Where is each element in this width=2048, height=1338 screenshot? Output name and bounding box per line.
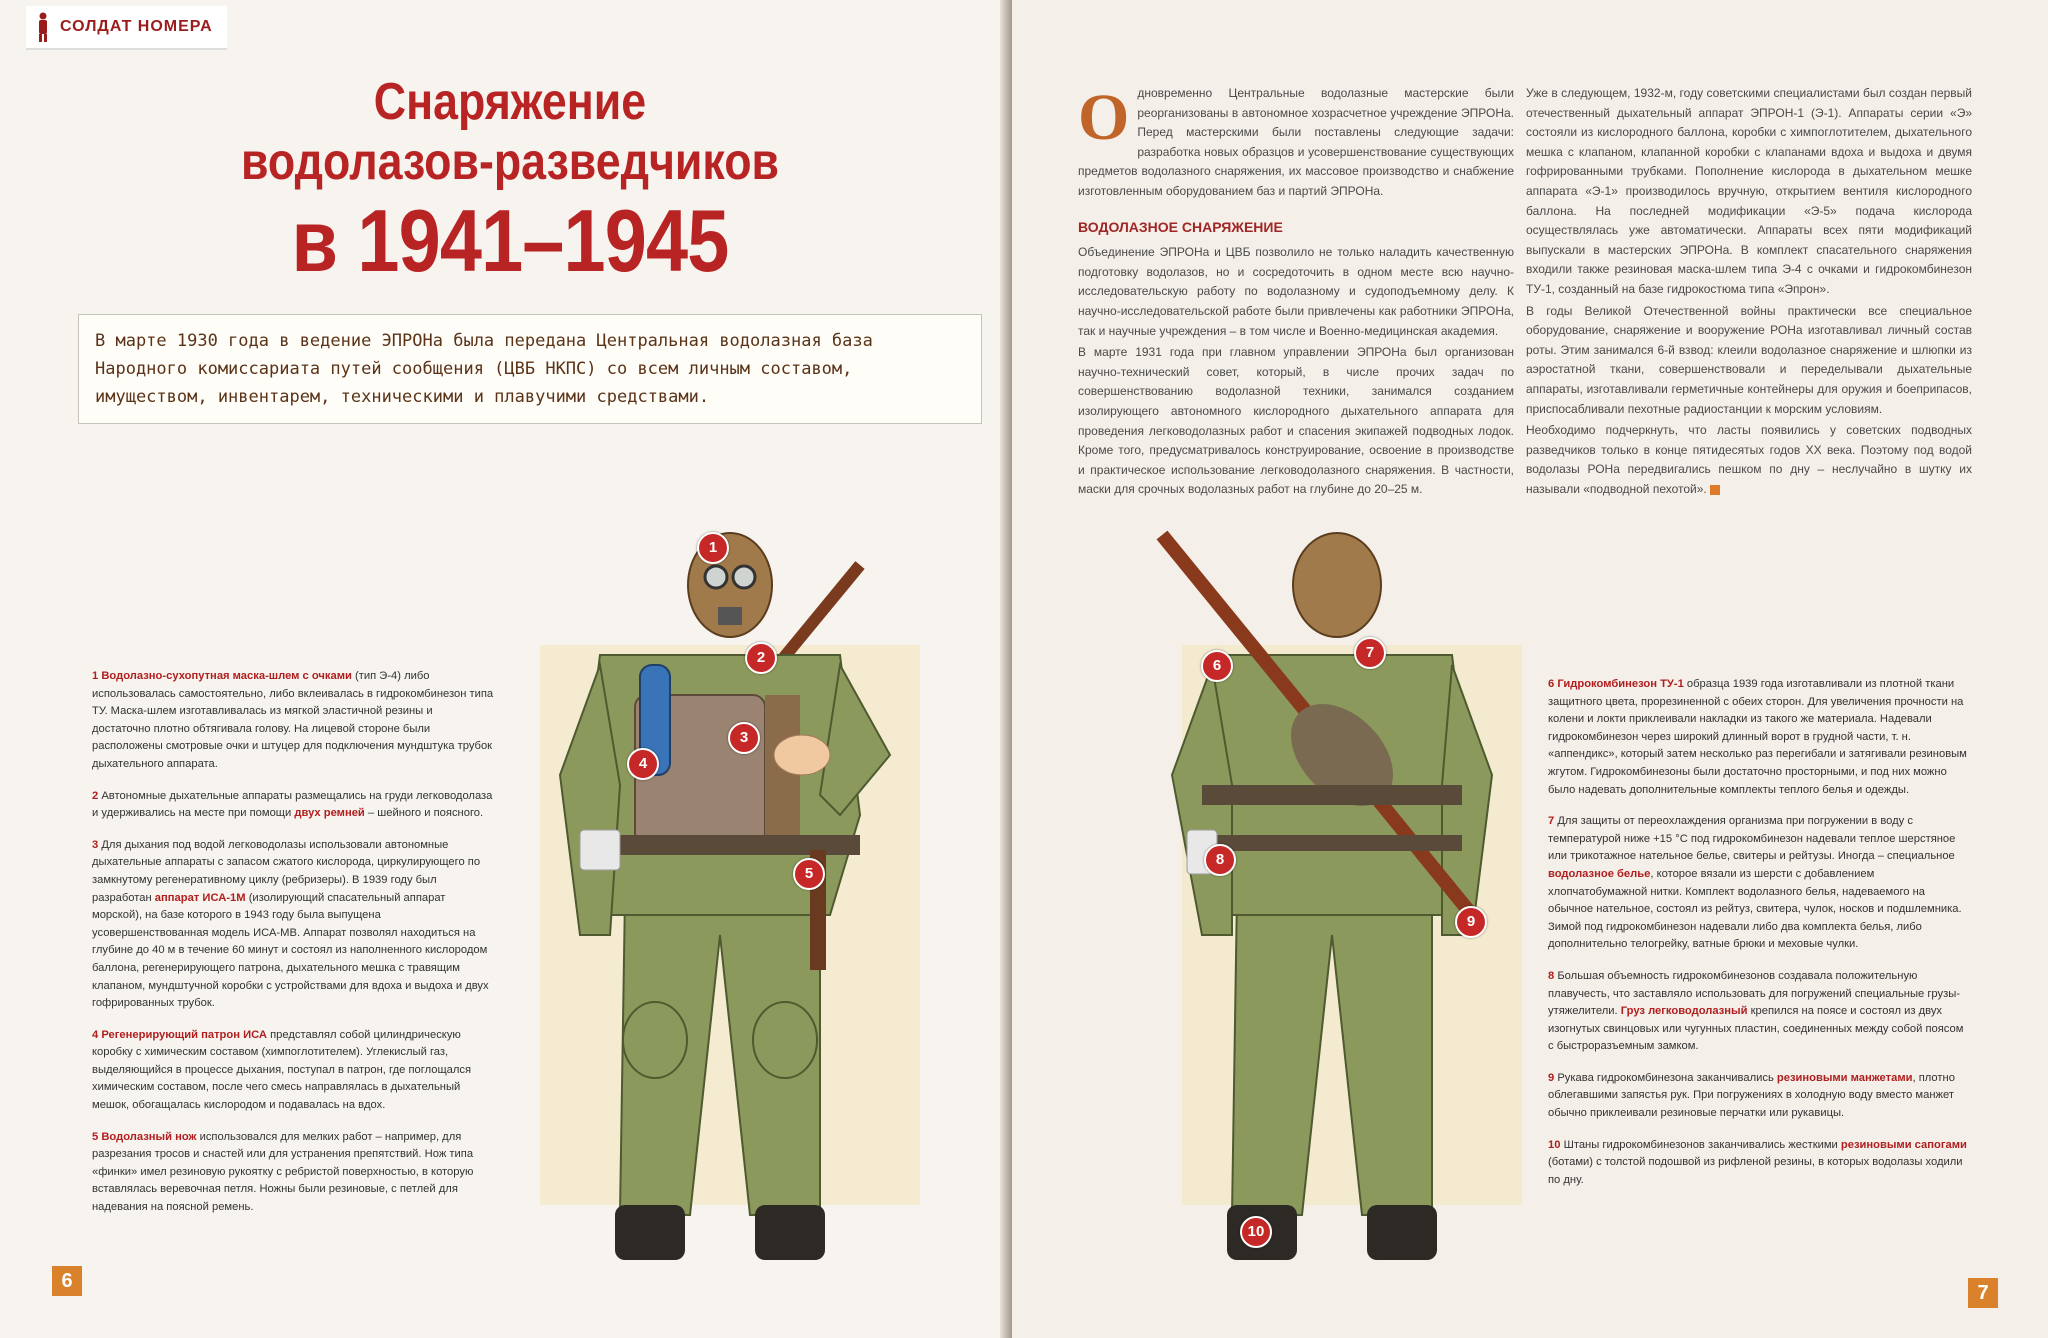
article-title-line-1: Снаряжение [373,73,647,131]
caption-6: 6 Гидрокомбинезон ТУ-1 образца 1939 года изготавливали из плотной ткани защитного цвета, прорезиненной с обеих сторон. Для увеличения прочности на колени и локти приклеивали накладки из такого же материала. Надевали гидрокомбинезон через широкий длинный ворот в грудной части, т. н. «аппендикс», который затем несколько раз перегибали и затягивали резиновым жгутом. Гидрокомбинезоны были достаточно просторными, и под них можно было надевать дополнительные комплекты теплого белья и одежды. [1548,678,1967,796]
caption-8: 8 Большая объемность гидрокомбинезонов создавала положительную плавучесть, что заставляло использовать для погружений специальные грузы-утяжелители. Груз легководолазный крепился на поясе и состоял из двух изогнутых свинцовых или чугунных пластин, соединенных между собой поясом с быстроразъемным замком. [1548,969,1964,1053]
marker-5: 5 [793,858,825,890]
article-paragraph-5: В годы Великой Отечественной войны практически все специальное оборудование, снаряжение и вооружение РОНа изготавливал личный состав роты. Этим занимался 6-й взвод: клеили водолазное снаряжение и шлюпки из аэростатной ткани, совершенствовали и переделывали дыхательные аппараты, изготавливали герметичные контейнеры для оружия и боеприпасов, приспосабливали пехотные радиостанции к морским условиям. [1526,303,1972,416]
caption-5: 5 Водолазный нож использовался для мелких работ – например, для разрезания тросов и снастей или для устранения препятствий. Нож типа «финки» имел резиновую рукоятку с ребристой поверхностью, в которую вставлялась веревочная петля. Ножны были резиновые, с петлей для надевания на поясной ремень. [92,1130,474,1214]
marker-4: 4 [627,748,659,780]
section-header [26,6,227,50]
caption-7: 7 Для защиты от переохлаждения организма при погружении в воду с температурой ниже +15 °С под гидрокомбинезон надевали теплое шерстяное или трикотажное нательное белье, свитеры и рейтузы. Иногда – специальное водолазное белье, которое вязали из шерсти с добавлением хлопчатобумажной нитки. Комплект водолазного белья, надеваемого на обычное нательное, состоял из рейтуз, свитера, чулок, носков и подшлемника. Зимой под гидрокомбинезон надевали либо два комплекта белья, либо дополнительно телогрейку, ватные брюки и меховые чулки. [1548,815,1962,951]
caption-10: 10 Штаны гидрокомбинезонов заканчивались жесткими резиновыми сапогами (ботами) с толстой подошвой из рифленой резины, в которых водолазы ходили по дну. [1548,1138,1967,1186]
marker-10: 10 [1240,1216,1272,1248]
dropcap: О [1078,81,1130,154]
article-subheading: ВОДОЛАЗНОЕ СНАРЯЖЕНИЕ [1078,218,1283,235]
caption-1: 1 Водолазно-сухопутная маска-шлем с очками (тип Э-4) либо использовалась самостоятельно, либо вклеивалась в гидрокомбинезон типа ТУ. Маска-шлем изготавливалась из мягкой эластичной резины и достаточно плотно обтягивала голову. На лицевой стороне были расположены смотровые очки и штуцер для подключения мундштука трубок дыхательного аппарата. [92,670,494,770]
article-paragraph-1: дновременно Центральные водолазные мастерские были реорганизованы в автономное хозрасчетное учреждение ЭПРОНа. Перед мастерскими были поставлены следующие задачи: разработка новых образцов и усовершенствование существующих предметов водолазного снаряжения, их массовое производство и снабжение изготовленным оборудованием баз и партий ЭПРОНа. [1078,86,1514,198]
caption-2: 2 Автономные дыхательные аппараты размещались на груди легководолаза и удерживались на месте при помощи двух ремней – шейного и поясного. [92,789,493,820]
marker-1: 1 [697,532,729,564]
right-page [1012,0,2048,1338]
page-number-right: 7 [1968,1278,1998,1308]
marker-6: 6 [1201,650,1233,682]
soldier-icon [36,12,50,42]
article-paragraph-3: В марте 1931 года при главном управлении ЭПРОНа был организован научно-технический совет, который, в числе прочих задач по совершенствованию водолазной техники, занимался созданием изолирующего автономного кислородного дыхательного аппарата для проведения легководолазных работ и спасения экипажей подводных лодок. Кроме того, предусматривалось конструирование, освоение в производстве и практическое использование легководолазного снаряжения. В частности, маски для срочных водолазных работ на глубине до 20–25 м. [1078,345,1514,497]
marker-2: 2 [745,642,777,674]
marker-7: 7 [1354,637,1386,669]
article-title-line-3: в 1941–1945 [291,191,729,290]
caption-3: 3 Для дыхания под водой легководолазы использовали автономные дыхательные аппараты с запасом сжатого кислорода, циркулирующего по замкнутому регенеративному циклу (ребризеры). В 1939 году был разработан аппарат ИСА-1М (изолирующий спасательный аппарат морской), на базе которого в 1943 году была выпущена усовершенствованная модель ИСА-МВ. Аппарат позволял находиться на глубине до 40 м в течение 60 минут и состоял из наполненного кислородом баллона, регенерирующего патрона, дыхательного мешка с травящим клапаном, мундштучной коробки с устройствами для вдоха и выдоха и двух гофрированных трубок. [92,838,489,1010]
caption-9: 9 Рукава гидрокомбинезона заканчивались резиновыми манжетами, плотно облегавшими запястья рук. При погружениях в холодную воду вместо манжет обычно приклеивали резиновые перчатки или рукавицы. [1548,1071,1955,1120]
marker-3: 3 [728,722,760,754]
article-paragraph-2: Объединение ЭПРОНа и ЦВБ позволило не только наладить качественную подготовку водолазов, но и сосредоточить в одном месте всю научно-исследовательскую работу по водолазному и судоподъемному делу. К научно-исследовательской работе были привлечены как работники ЭПРОНа, так и научные учреждения – в том числе и Военно-медицинская академия. [1078,245,1514,338]
left-page [0,0,1008,1338]
diver-back-illustration [1142,515,1522,1275]
article-title-line-2: водолазов-разведчиков [240,133,780,191]
article-column-2 [1526,84,1972,501]
marker-9: 9 [1455,906,1487,938]
article-column-1 [1078,81,1514,502]
diver-front-illustration [540,515,920,1275]
article-paragraph-4: Уже в следующем, 1932-м, году советскими специалистами был создан первый отечественный дыхательный аппарат ЭПРОН-1 (Э-1). Аппараты серии «Э» состояли из кислородного баллона, коробки с химпоглотителем, дыхательного мешка с клапаном, клапанной коробки с клапанами вдоха и выдоха и двумя гофрированными трубками. Пополнение кислорода в дыхательном мешке аппарата «Э-1» производилось вручную, открытием вентиля кислородного баллона. На последней модификации «Э-5» подача кислорода осуществлялась уже автоматически. Аппараты всех пяти модификаций выпускали в мастерских ЭПРОНа. В комплект спасательного снаряжения входили также резиновая маска-шлем типа Э-4 с очками и гидрокомбинезон ТУ-1, созданный на базе гидрокостюма типа «Эпрон». [1526,86,1972,296]
end-mark-icon [1710,485,1720,495]
page-number-left: 6 [52,1266,82,1296]
lead-paragraph: В марте 1930 года в ведение ЭПРОНа была передана Центральная водолазная база Народного комиссариата путей сообщения (ЦВБ НКПС) со всем личным составом, имуществом, инвентарем, техническими и плавучими средствами. [78,314,982,424]
section-title: СОЛДАТ НОМЕРА [60,18,213,35]
marker-8: 8 [1204,844,1236,876]
captions-left [92,668,494,1231]
article-paragraph-6: Необходимо подчеркнуть, что ласты появились у советских подводных разведчиков только в конце пятидесятых годов XX века. Поэтому под водой водолазы РОНа передвигались пешком по дну – неслучайно в шутку их называли «подводной пехотой». [1526,423,1972,496]
captions-right [1548,676,1972,1203]
caption-4: 4 Регенерирующий патрон ИСА представлял собой цилиндрическую коробку с химическим составом (химпоглотителем). Углекислый газ, выделяющийся в процессе дыхания, поступал в патрон, где поглощался химическим составом, после чего смесь направлялась в дыхательный мешок, обогащалась кислородом и подавалась на вдох. [92,1028,472,1112]
